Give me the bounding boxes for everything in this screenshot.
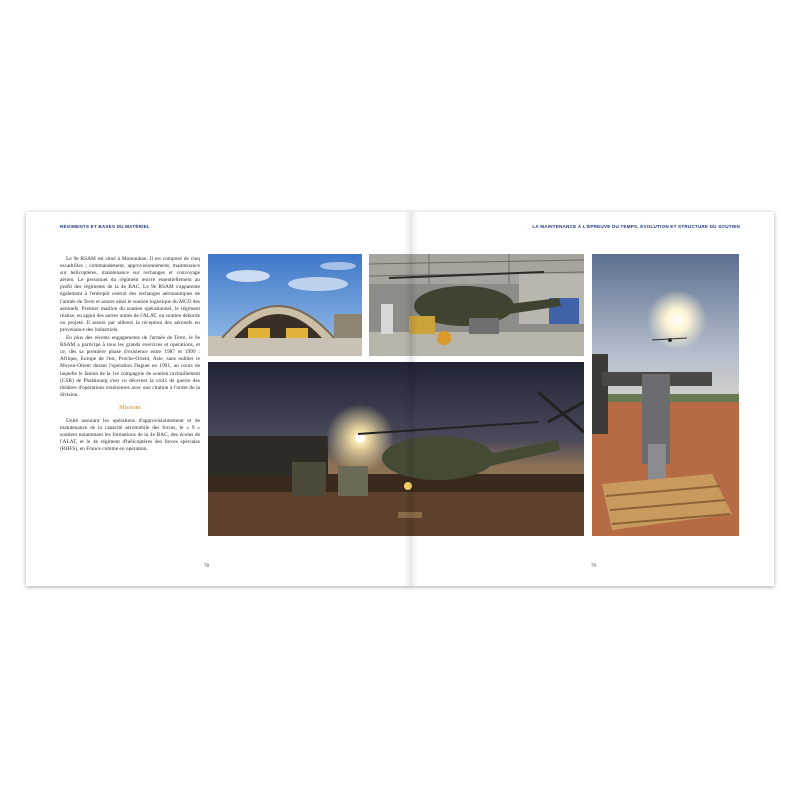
- paragraph-missions: Unité assurant les opérations d'approvisionnement et de maintenance de la capacité aéromobile des forces, le « 9 » soutient notamment les formations de la 4e BAC, des écoles de l'ALAT, et le 4e régiment d'hélicoptères des forces spéciales (RHFS), en France comme en opération.: [60, 417, 200, 453]
- right-running-header: LA MAINTENANCE À L'ÉPREUVE DU TEMPS, ÉVOLUTION ET STRUCTURE DU SOUTIEN: [532, 224, 740, 229]
- section-heading-missions: Missions: [119, 404, 141, 411]
- page-number-left: 78: [204, 564, 209, 569]
- page-gutter: [404, 212, 418, 586]
- paragraph-engagements: En plus des récents engagements de l'armée de Terre, le 9e RSAM a participé à tous les grands exercices et opérations, et ce, dès sa première phase d'existence entre 1987 et 1999 : Afrique, Europe de l'est, Proche-Orient, Asie, sans oublier le Moyen-Orient durant l'opération Daguet en 1991, au cours de laquelle le fanion de la 1re compagnie de soutien ravitaillement (CSR) de Phalsbourg s'est vu décerner la croix de guerre des théâtres d'opérations extérieures avec une citation à l'ordre de la division.: [60, 335, 200, 398]
- paragraph-intro: Le 9e RSAM est situé à Montauban. Il est composé de cinq escadrilles : commandement, approvisionnement, maintenance sur hélicoptères, maintenance sur rechanges et convoyage aérien. Le personnel du régiment œuvre essentiellement au profit des régiments de la 4e BAC. Le 9e RSAM s'apparente également à l'entrepôt central des rechanges aéronautiques de l'armée de Terre et assure ainsi le soutien logistique du MCO des aéronefs. Premier maillon du soutien opérationnel, le régiment réalise, en appui des autres unités de l'ALAT, un soutien déborde ou projeté. Il assure par ailleurs la réception des aéronefs en provenance des industriels.: [60, 256, 200, 333]
- photo-rotor-sunset: [592, 254, 739, 536]
- photo-hangar: [208, 254, 362, 356]
- left-running-header: RÉGIMENTS ET BASES DU MATÉRIEL: [60, 224, 150, 229]
- photo-workshop-helicopter: [369, 254, 584, 356]
- photo-night-helicopters: [208, 362, 584, 536]
- text-column: [60, 256, 200, 454]
- page-number-right: 79: [591, 564, 596, 569]
- book-spread: [26, 212, 774, 586]
